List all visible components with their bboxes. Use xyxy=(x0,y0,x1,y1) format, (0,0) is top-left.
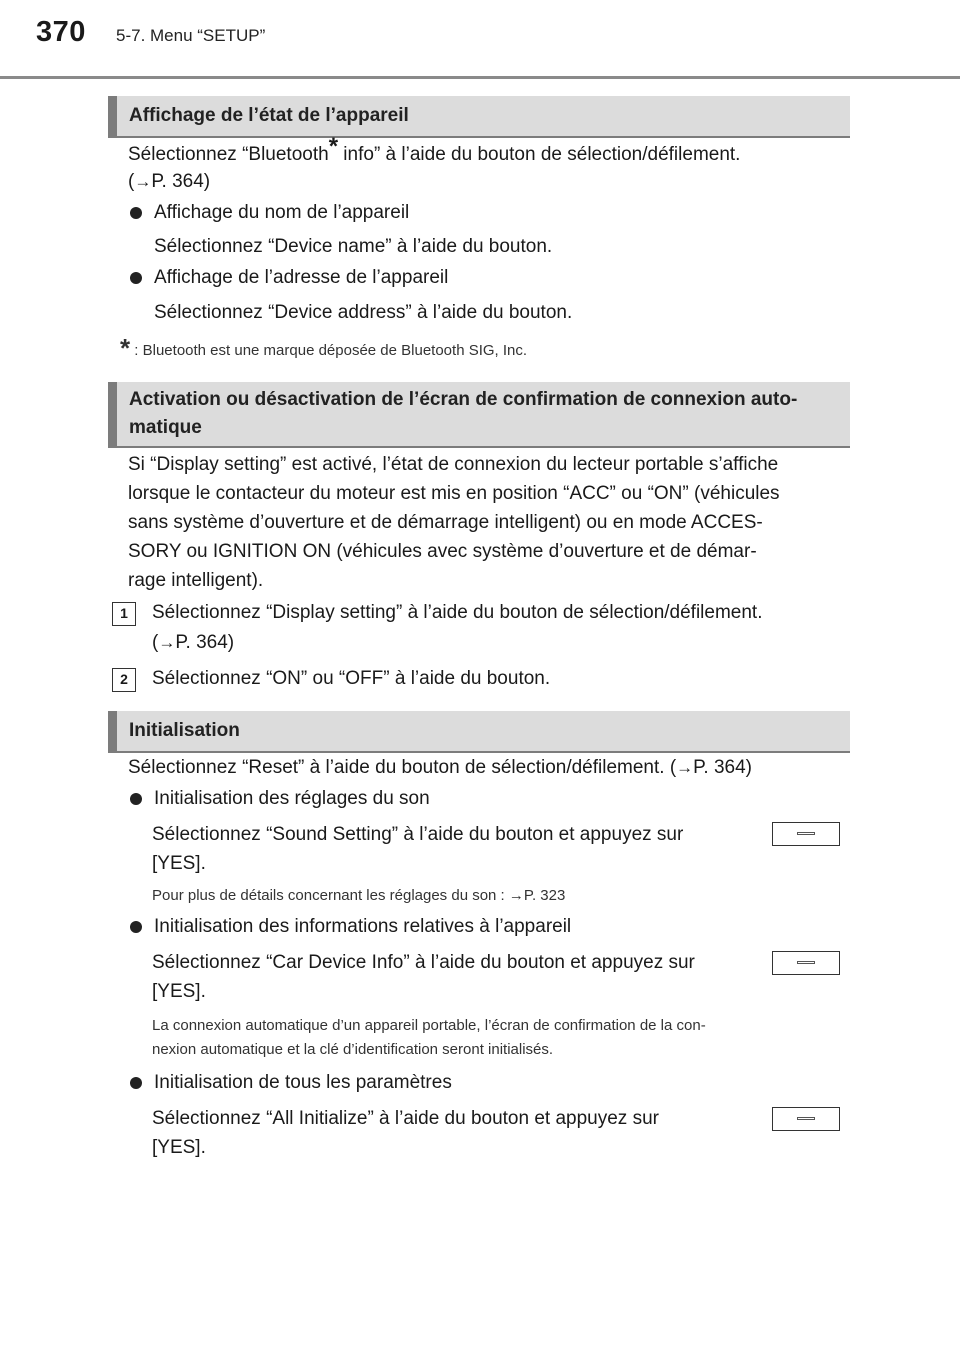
step1-ref xyxy=(152,628,234,657)
note-line: nexion automatique et la clé d’identification seront initialisés. xyxy=(152,1041,554,1058)
arrow-icon: → xyxy=(158,633,176,652)
item-title: Affichage de l’adresse de l’appareil xyxy=(154,267,449,288)
page-ref: P. 364) xyxy=(693,757,752,778)
item-desc-line1: Sélectionnez “Car Device Info” à l’aide du bouton et appuyez sur xyxy=(152,952,695,973)
paragraph-line: SORY ou IGNITION ON (véhicules avec système d’ouverture et de démar- xyxy=(128,541,757,562)
item-desc-line2: [YES]. xyxy=(152,981,206,1002)
enter-button-icon xyxy=(772,1107,840,1131)
arrow-icon: → xyxy=(134,172,152,191)
bullet-icon xyxy=(130,921,142,933)
footnote xyxy=(120,333,528,363)
page-ref: P. 364) xyxy=(175,632,235,653)
paragraph-line: lorsque le contacteur du moteur est mis en position “ACC” ou “ON” (véhicules xyxy=(128,483,780,504)
paragraph-line: Si “Display setting” est activé, l’état de connexion du lecteur portable s’affiche xyxy=(128,454,779,475)
item-title: Initialisation des réglages du son xyxy=(154,788,430,809)
header-rule xyxy=(0,76,960,79)
paren-open: ( xyxy=(128,171,135,192)
footnote-asterisk: * xyxy=(120,333,131,363)
item-desc-line1: Sélectionnez “All Initialize” à l’aide du bouton et appuyez sur xyxy=(152,1108,659,1129)
footnote-text: : Bluetooth est une marque déposée de Bluetooth SIG, Inc. xyxy=(134,342,528,359)
arrow-icon: → xyxy=(676,758,694,777)
intro-text-a: Sélectionnez “Bluetooth xyxy=(128,144,329,165)
item-desc: Sélectionnez “Device address” à l’aide du bouton. xyxy=(154,302,573,323)
step2-text: Sélectionnez “ON” ou “OFF” à l’aide du bouton. xyxy=(152,668,551,689)
dash-glyph xyxy=(797,961,815,964)
chapter-title: 5-7. Menu “SETUP” xyxy=(116,26,266,45)
heading-line1: Activation ou désactivation de l’écran de confirmation de connexion auto- xyxy=(129,389,798,410)
page-number: 370 xyxy=(36,16,86,48)
page-ref: P. 323 xyxy=(523,887,566,904)
heading-line2: matique xyxy=(129,417,202,438)
section-heading-device-status: Affichage de l’état de l’appareil xyxy=(108,96,850,138)
bullet-icon xyxy=(130,207,142,219)
bullet-icon xyxy=(130,1077,142,1089)
item-desc-line2: [YES]. xyxy=(152,1137,206,1158)
step1-text: Sélectionnez “Display setting” à l’aide du bouton de sélection/défilement. xyxy=(152,602,763,623)
paren-open: ( xyxy=(152,632,159,653)
section2-paragraph xyxy=(128,450,842,595)
note-text: Pour plus de détails concernant les réglages du son : xyxy=(152,887,509,904)
note-line: La connexion automatique d’un appareil portable, l’écran de confirmation de la con- xyxy=(152,1017,706,1034)
asterisk-mark: * xyxy=(328,133,339,160)
bullet-icon xyxy=(130,272,142,284)
section3-intro xyxy=(128,753,752,782)
item-title: Initialisation des informations relatives à l’appareil xyxy=(154,916,572,937)
enter-button-icon xyxy=(772,822,840,846)
section1-intro-ref xyxy=(128,167,210,196)
page-ref: P. 364) xyxy=(151,171,211,192)
item-title: Initialisation de tous les paramètres xyxy=(154,1072,452,1093)
item-note xyxy=(152,1014,842,1062)
intro-text-b: info” à l’aide du bouton de sélection/défilement. xyxy=(338,144,741,165)
bullet-icon xyxy=(130,793,142,805)
item-desc-line2: [YES]. xyxy=(152,853,206,874)
dash-glyph xyxy=(797,832,815,835)
paragraph-line: sans système d’ouverture et de démarrage intelligent) ou en mode ACCES- xyxy=(128,512,763,533)
section-heading-initialisation: Initialisation xyxy=(108,711,850,753)
dash-glyph xyxy=(797,1117,815,1120)
step-number-1: 1 xyxy=(112,602,136,626)
paragraph-line: rage intelligent). xyxy=(128,570,264,591)
enter-button-icon xyxy=(772,951,840,975)
intro-text: Sélectionnez “Reset” à l’aide du bouton de sélection/défilement. ( xyxy=(128,757,677,778)
item-title: Affichage du nom de l’appareil xyxy=(154,202,410,223)
section1-intro xyxy=(128,133,842,169)
item-desc: Sélectionnez “Device name” à l’aide du bouton. xyxy=(154,236,553,257)
item-desc-line1: Sélectionnez “Sound Setting” à l’aide du bouton et appuyez sur xyxy=(152,824,684,845)
item-note xyxy=(152,884,565,908)
arrow-icon: → xyxy=(508,887,524,904)
section-heading-auto-connect xyxy=(108,382,850,448)
step-number-2: 2 xyxy=(112,668,136,692)
